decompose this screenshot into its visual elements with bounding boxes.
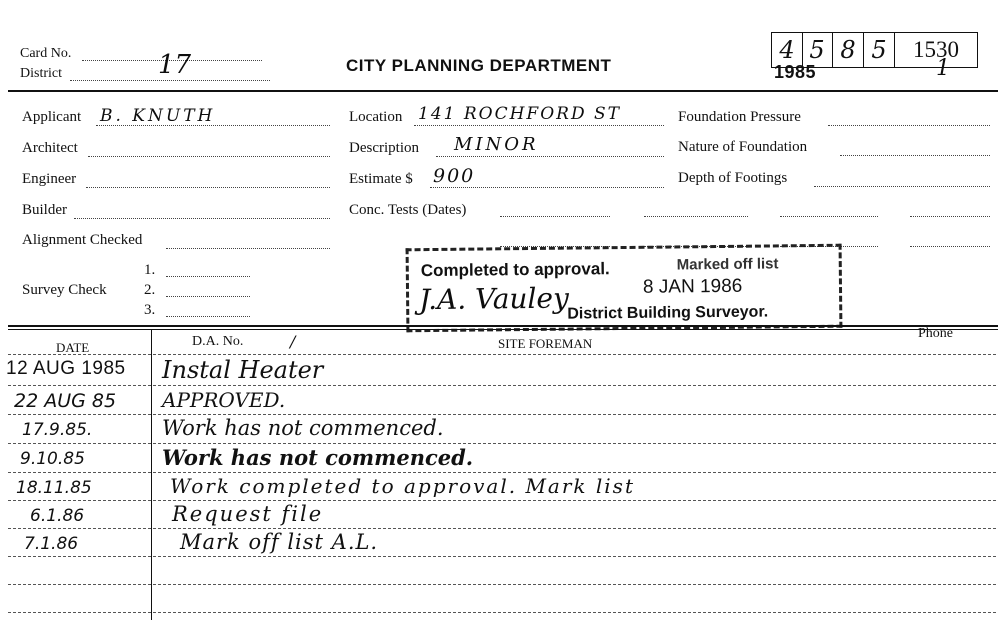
- conc-tests-line-8: [910, 246, 990, 247]
- phone-header: Phone: [918, 326, 953, 341]
- location-value: 141 ROCHFORD ST: [418, 104, 621, 124]
- log-row-line-4: [8, 472, 996, 473]
- log-row-1-note: Instal Heater: [162, 356, 324, 384]
- log-row-2-note: APPROVED.: [162, 388, 286, 412]
- conc-tests-line-1: [500, 216, 610, 217]
- table-top-rule-2: [8, 329, 998, 330]
- alignment-line: [166, 248, 330, 249]
- district-line: [70, 80, 270, 81]
- log-row-line-5: [8, 500, 996, 501]
- site-foreman-header: SITE FOREMAN: [498, 336, 593, 351]
- stamp-marked-text: Marked off list: [676, 255, 779, 274]
- conc-tests-line-3: [780, 216, 878, 217]
- year: 1985: [774, 62, 817, 82]
- da-value: /: [290, 332, 296, 351]
- stamp-completed-text: Completed to approval.: [420, 259, 610, 281]
- survey-line-3: [166, 316, 250, 317]
- stamp-date: 8 JAN 1986: [642, 275, 743, 298]
- applicant-label: Applicant: [22, 109, 82, 125]
- log-row-line-9: [8, 612, 996, 613]
- depth-of-footings-label: Depth of Footings: [678, 170, 788, 186]
- number-digit-1: 4: [771, 32, 803, 68]
- approval-stamp: [406, 244, 843, 333]
- estimate-value: 900: [433, 165, 476, 187]
- header-divider: [8, 90, 998, 92]
- log-row-1-date: 12 AUG 1985: [6, 358, 126, 379]
- log-row-line-2: [8, 414, 996, 415]
- log-row-6-date: 6.1.86: [30, 506, 85, 526]
- date-column-header: DATE: [56, 340, 90, 355]
- survey-item-2: 2.: [144, 282, 156, 298]
- log-row-5-date: 18.11.85: [16, 478, 92, 498]
- log-row-4-date: 9.10.85: [20, 449, 85, 469]
- log-row-line-8: [8, 584, 996, 585]
- estimate-line: [430, 187, 664, 188]
- nature-of-foundation-line: [840, 155, 990, 156]
- architect-label: Architect: [22, 140, 78, 156]
- conc-tests-label: Conc. Tests (Dates): [349, 202, 467, 218]
- log-row-line-6: [8, 528, 996, 529]
- da-column-header: D.A. No.: [192, 334, 244, 349]
- description-label: Description: [349, 140, 419, 156]
- permit-number-box: [771, 16, 981, 64]
- district-label: District: [20, 66, 62, 81]
- number-suffix: 1530: [895, 32, 978, 68]
- engineer-label: Engineer: [22, 171, 77, 187]
- number-digit-3: 8: [833, 32, 864, 68]
- log-row-2-date: 22 AUG 85: [14, 390, 117, 412]
- sub-mark: 1: [936, 56, 950, 81]
- log-row-5-note: Work completed to approval. Mark list: [170, 474, 635, 498]
- applicant-value: B. KNUTH: [100, 106, 216, 126]
- number-digit-4: 5: [864, 32, 895, 68]
- table-top-rule-1: [8, 325, 998, 327]
- number-digit-2: 5: [802, 32, 833, 68]
- log-header-line: [8, 354, 996, 355]
- location-label: Location: [349, 109, 403, 125]
- survey-line-1: [166, 276, 250, 277]
- conc-tests-line-4: [910, 216, 990, 217]
- date-column-divider: [151, 330, 152, 620]
- log-row-7-note: Mark off list A.L.: [180, 530, 379, 554]
- survey-item-3: 3.: [144, 302, 156, 318]
- log-row-6-note: Request file: [172, 502, 324, 526]
- nature-of-foundation-label: Nature of Foundation: [678, 139, 808, 155]
- survey-label: Survey Check: [22, 282, 107, 298]
- description-value: MINOR: [454, 134, 539, 155]
- card-no-label: Card No.: [20, 46, 72, 61]
- location-line: [414, 125, 664, 126]
- engineer-line: [86, 187, 330, 188]
- architect-line: [88, 156, 330, 157]
- department-title: CITY PLANNING DEPARTMENT: [346, 56, 612, 75]
- conc-tests-line-2: [644, 216, 748, 217]
- description-line: [436, 156, 664, 157]
- log-row-3-note: Work has not commenced.: [162, 416, 444, 440]
- depth-of-footings-line: [814, 186, 990, 187]
- log-row-line-3: [8, 443, 996, 444]
- log-row-line-7: [8, 556, 996, 557]
- estimate-label: Estimate $: [349, 171, 413, 187]
- builder-label: Builder: [22, 202, 67, 218]
- log-row-7-date: 7.1.86: [24, 534, 79, 554]
- stamp-role: District Building Surveyor.: [567, 303, 769, 323]
- survey-line-2: [166, 296, 250, 297]
- builder-line: [74, 218, 330, 219]
- alignment-label: Alignment Checked: [22, 232, 143, 248]
- stamp-signature: J.A. Vauley: [418, 281, 569, 317]
- survey-item-1: 1.: [144, 262, 156, 278]
- log-row-3-date: 17.9.85.: [22, 420, 93, 440]
- log-row-line-1: [8, 385, 996, 386]
- log-row-4-note: Work has not commenced.: [162, 445, 474, 470]
- foundation-pressure-line: [828, 125, 990, 126]
- district-value: 17: [158, 50, 192, 80]
- foundation-pressure-label: Foundation Pressure: [678, 109, 801, 125]
